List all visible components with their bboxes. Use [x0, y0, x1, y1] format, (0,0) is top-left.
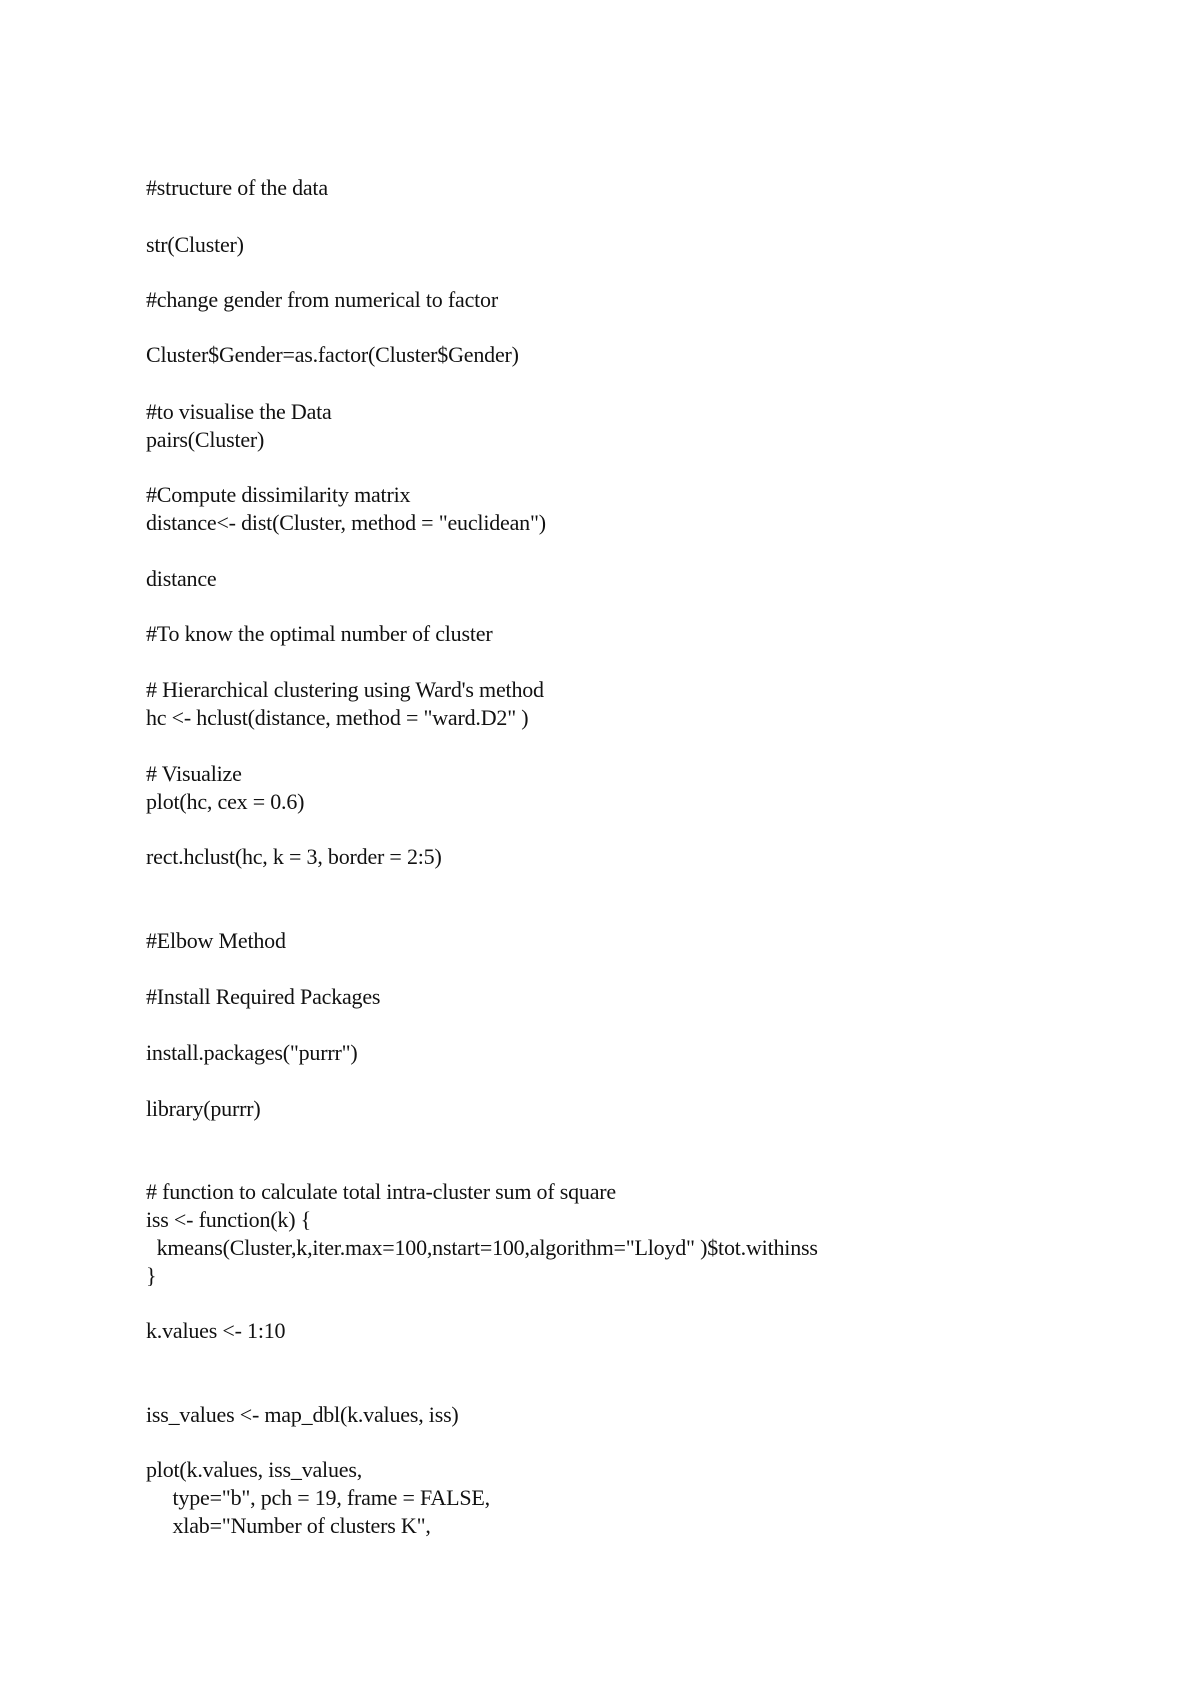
- code-line: iss <- function(k) {: [146, 1207, 311, 1232]
- code-comment: #Install Required Packages: [146, 984, 381, 1009]
- code-line: plot(hc, cex = 0.6): [146, 789, 305, 814]
- code-line: iss_values <- map_dbl(k.values, iss): [146, 1402, 459, 1427]
- code-line: str(Cluster): [146, 232, 244, 257]
- code-line: install.packages("purrr"): [146, 1040, 358, 1065]
- code-line: kmeans(Cluster,k,iter.max=100,nstart=100,algorithm="Lloyd" )$tot.withinss: [146, 1235, 818, 1260]
- code-line: plot(k.values, iss_values,: [146, 1457, 362, 1482]
- code-line: xlab="Number of clusters K",: [146, 1513, 431, 1538]
- code-comment: #Elbow Method: [146, 928, 286, 953]
- code-comment: #Compute dissimilarity matrix: [146, 482, 411, 507]
- code-line: distance<- dist(Cluster, method = "euclidean"): [146, 510, 546, 535]
- code-line: library(purrr): [146, 1096, 261, 1121]
- code-comment: #structure of the data: [146, 175, 328, 200]
- code-line: hc <- hclust(distance, method = "ward.D2" ): [146, 705, 529, 730]
- code-line: type="b", pch = 19, frame = FALSE,: [146, 1485, 490, 1510]
- code-line: distance: [146, 566, 217, 591]
- code-comment: # Hierarchical clustering using Ward's method: [146, 677, 544, 702]
- code-line: pairs(Cluster): [146, 427, 265, 452]
- code-line: k.values <- 1:10: [146, 1318, 286, 1343]
- code-line: }: [146, 1263, 157, 1288]
- code-comment: # function to calculate total intra-cluster sum of square: [146, 1179, 616, 1204]
- code-comment: #to visualise the Data: [146, 399, 332, 424]
- code-comment: # Visualize: [146, 761, 242, 786]
- code-comment: #change gender from numerical to factor: [146, 287, 498, 312]
- code-line: rect.hclust(hc, k = 3, border = 2:5): [146, 844, 442, 869]
- code-line: Cluster$Gender=as.factor(Cluster$Gender): [146, 342, 519, 367]
- code-comment: #To know the optimal number of cluster: [146, 621, 493, 646]
